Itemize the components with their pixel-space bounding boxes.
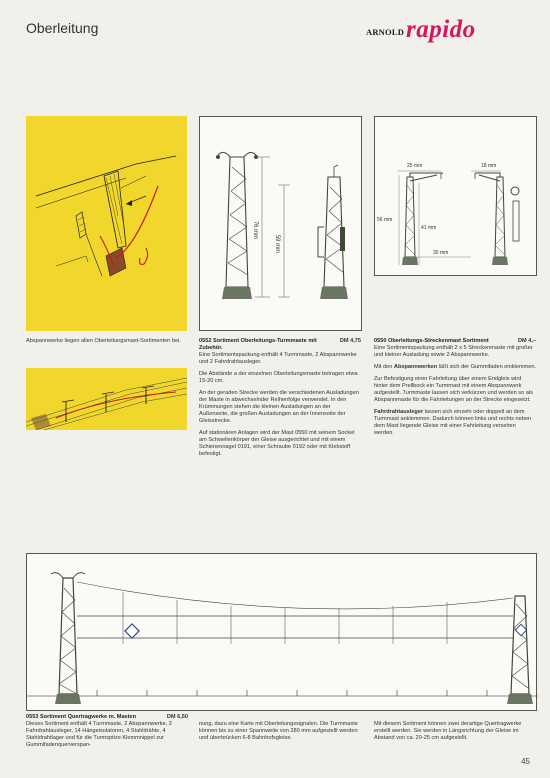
streckenmaste-drawing xyxy=(375,117,538,277)
figure-streckenmaste xyxy=(374,116,537,276)
quertragwerk-drawing xyxy=(27,554,538,712)
dim-label-18mm: 18 mm xyxy=(481,163,497,169)
page-title: Oberleitung xyxy=(26,20,99,36)
para-0552-3: Auf stationären Anlagen wird der Mast 0550 mit seinem Sockel am Schwellenkörper der Gleise ausgerichtet und mit einem Schienennagel 0191, einer Schraube 0192 oder mit Klebstoff befestigt. xyxy=(199,430,355,457)
illustration-gleisanlage xyxy=(26,368,187,430)
para-0553-1: Dieses Sortiment enthält 4 Turmmaste, 2 Abspannwerke, 2 Fahrdrahtausleger, 14 Hängeisolatoren, 4 Stahldrähte, 4 Stahldrahtlager und für die Turmspitze Klemmnippel zur Gummifadenquerverspan- xyxy=(26,721,172,748)
page-number: 45 xyxy=(521,757,530,766)
price-0552: DM 4,75 xyxy=(339,338,361,344)
turmmaste-drawing xyxy=(200,117,363,332)
text-0553-col3: Mit diesem Sortiment können zwei derartige Quertragwerke erstellt werden. Sie werden in Längsrichtung der Gleise im Abstand von ca. 20-25 cm aufgestellt. xyxy=(374,721,522,741)
price-0550: DM 4,– xyxy=(517,338,536,344)
price-0553: DM 6,50 xyxy=(166,714,188,720)
dim-label-41mm: 41 mm xyxy=(421,225,437,231)
caption-abspannwerk: Abspannwerke liegen allen Oberleitungsmast-Sortimenten bei. xyxy=(26,338,181,344)
text-0553-col2: nung, dazu eine Karte mit Oberleitungssignalen. Die Turmmaste können bis zu einer Spannweite von 280 mm aufgestellt werden und überbrücken 6-8 Bahnhofsgleise. xyxy=(199,721,358,741)
desc-0552: Eine Sortimentspackung enthält 4 Turmmaste, 2 Abspannwerke und 2 Fahrdrahtausleger. xyxy=(199,352,357,365)
logo-arnold: ARNOLD xyxy=(366,27,405,37)
para-0552-2: An der geraden Strecke werden die verschiedenen Ausladungen der Maste in abwechselnder Reihenfolge verwendet. In den Krümmungen stehen die kleinen Ausladungen an der Außenseite, die großen Ausladungen an der Innenseite der Gleisstrecke. xyxy=(199,390,359,424)
figure-turmmaste xyxy=(199,116,362,331)
dim-label-59mm: 59 mm xyxy=(274,234,281,254)
text-0550 xyxy=(374,338,536,442)
para-0552-1: Die Abstände a der einzelnen Oberleitungsmaste betragen etwa 15-20 cm. xyxy=(199,371,358,384)
heading-0550: DM 4,– 0550 Oberleitungs-Streckenmast Sortiment Eine Sortimentspackung enthält 2 x 5 Streckenmaste mit großer und kleiner Ausladung sowie 2 Abspannwerke. xyxy=(374,338,536,358)
desc-0550: Eine Sortimentspackung enthält 2 x 5 Streckenmaste mit großer und kleiner Ausladung sowie 2 Abspannwerke. xyxy=(374,345,533,358)
dim-label-56mm: 56 mm xyxy=(377,217,393,223)
brand-logo xyxy=(366,16,536,44)
logo-rapido: rapido xyxy=(406,16,476,43)
figure-quertragwerk xyxy=(26,553,537,711)
abspannwerk-drawing xyxy=(26,116,187,331)
text-0552 xyxy=(199,338,361,463)
heading-0553: 0553 Sortiment Quertragwerke m. Masten xyxy=(26,714,137,720)
text-0553-col1 xyxy=(26,714,188,749)
para-0550-1: Mit den Abspannwerken läßt sich der Gummifaden einklemmen. xyxy=(374,364,536,370)
illustration-abspannwerk xyxy=(26,116,187,331)
para-0550-2: Zur Befestigung einer Fahrleitung über einem Endgleis wird hinter dem Prellbock ein Turmmast mit einem Abspannwerk aufgestellt. Turmmaste lassen sich verkürzen und werden so als Abspannmaste für die Fahrleitungen an der Strecke eingesetzt. xyxy=(374,376,533,403)
gleisanlage-drawing xyxy=(26,368,187,430)
dim-label-76mm: 76 mm xyxy=(252,220,259,240)
para-0550-3: Fahrdrahtausleger lassen sich einzeln oder doppelt an dem Turmmast anklemmen. Dadurch können links und rechts neben dem Mast liegende Gleise mit einer Fahrleitung versehen werden. xyxy=(374,409,532,436)
dim-label-25mm: 25 mm xyxy=(407,163,423,169)
dim-label-30mm: 30 mm xyxy=(433,250,449,256)
heading-0552: DM 4,75 0552 Sortiment Oberleitungs-Turmmaste mit Zubehör. Eine Sortimentspackung enthält 4 Turmmaste, 2 Abspannwerke und 2 Fahrdrahtausleger. xyxy=(199,338,361,365)
